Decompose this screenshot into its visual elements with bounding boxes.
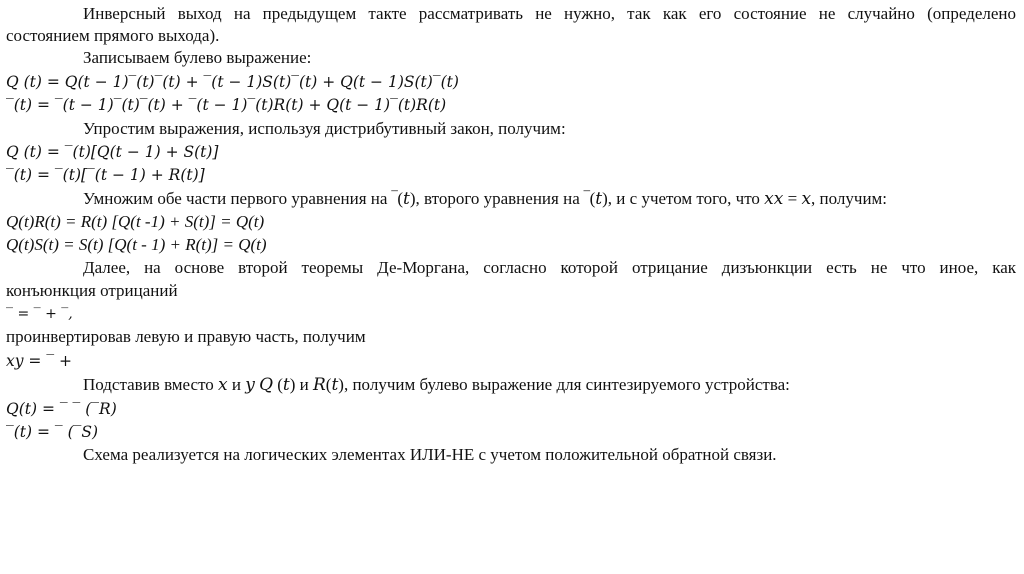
paragraph-line: Умножим обе части первого уравнения на ‾(𝑡), второго уравнения на ‾(𝑡), и с учетом того, что 𝑥𝑥 = 𝑥, получим:	[83, 189, 888, 208]
paragraph-line: Записываем булево выражение:	[83, 48, 312, 67]
paragraph-line: Упростим выражения, используя дистрибутивный закон, получим:	[83, 119, 566, 138]
formula-line: 𝑄(𝑡) = ‾ ‾ (‾𝑅)	[6, 400, 117, 418]
formula-line: ‾(𝑡) = ‾(𝑡 − 1)‾(𝑡)‾(𝑡) + ‾(𝑡 − 1)‾(𝑡)𝑅(𝑡) + 𝑄(𝑡 − 1)‾(𝑡)𝑅(𝑡)	[6, 96, 447, 114]
paragraph-line: состоянием прямого выхода).	[6, 26, 220, 45]
formula-line: ‾(𝑡) = ‾ (‾𝑆)	[6, 423, 99, 441]
formula-line: 𝑥𝑦 = ‾ +	[6, 352, 73, 370]
paragraph-line: Инверсный выход на предыдущем такте рассматривать не нужно, так как его состояние не случайно (определено	[83, 4, 1016, 23]
paragraph-line: Подставив вместо 𝑥 и 𝑦 𝑄 (𝑡) и 𝑅(𝑡), получим булево выражение для синтезируемого устройства:	[83, 375, 790, 394]
paragraph-line: Схема реализуется на логических элементах ИЛИ-НЕ с учетом положительной обратной связи.	[83, 445, 777, 464]
formula-line: 𝑄 (𝑡) = ‾(𝑡)[𝑄(𝑡 − 1) + 𝑆(𝑡)]	[6, 143, 219, 161]
paragraph-line: проинвертировав левую и правую часть, получим	[6, 327, 366, 346]
formula-line: Q(t)R(t) = R(t) [Q(t -1) + S(t)] = Q(t)	[6, 212, 265, 231]
formula-line: ‾ = ‾ + ‾,	[6, 306, 73, 322]
paragraph-line: Далее, на основе второй теоремы Де-Моргана, согласно которой отрицание дизъюнкции есть не что иное, как	[83, 258, 1016, 277]
formula-line: Q(t)S(t) = S(t) [Q(t - 1) + R(t)] = Q(t)	[6, 235, 267, 254]
paragraph-line: конъюнкция отрицаний	[6, 281, 178, 300]
formula-line: 𝑄 (𝑡) = 𝑄(𝑡 − 1)‾(𝑡)‾(𝑡) + ‾(𝑡 − 1)𝑆(𝑡)‾(𝑡) + 𝑄(𝑡 − 1)𝑆(𝑡)‾(𝑡)	[6, 73, 459, 91]
formula-line: ‾(𝑡) = ‾(𝑡)[‾(𝑡 − 1) + 𝑅(𝑡)]	[6, 166, 205, 184]
